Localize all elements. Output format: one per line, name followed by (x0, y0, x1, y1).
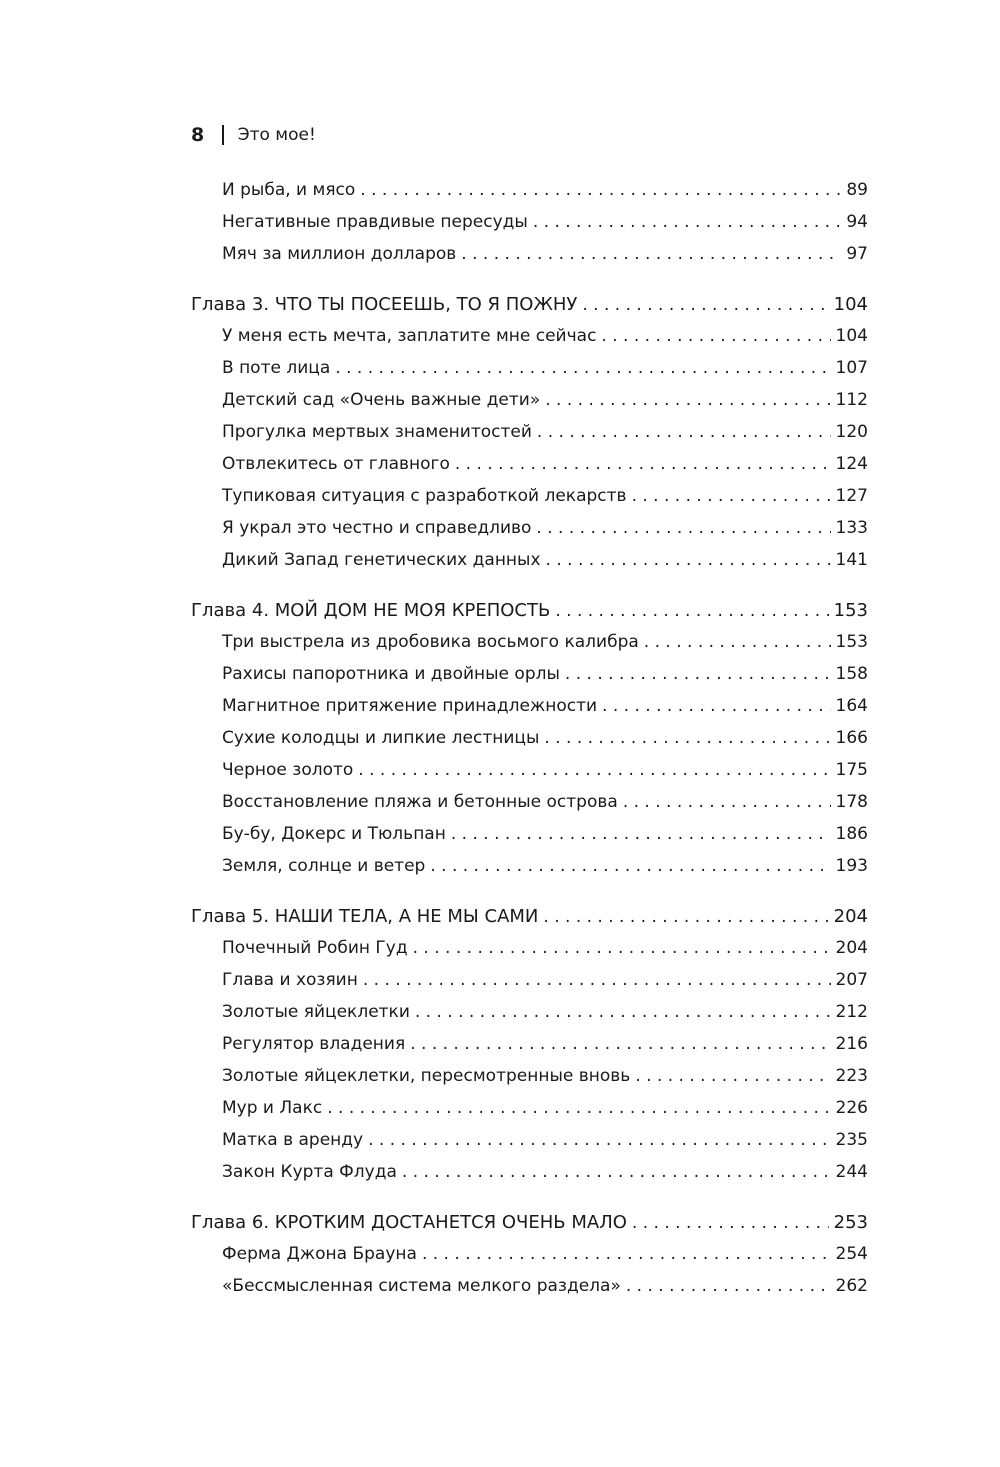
dot-leader (632, 1213, 829, 1233)
dot-leader (335, 358, 830, 378)
dot-leader (582, 295, 828, 315)
page-ref: 186 (835, 824, 868, 844)
page-ref: 133 (835, 518, 868, 538)
toc-group (191, 600, 868, 888)
page-ref: 107 (835, 358, 868, 378)
chapter-entry (191, 1212, 868, 1244)
chapter-entry (191, 906, 868, 938)
page-ref: 166 (835, 728, 868, 748)
toc-entry (191, 1244, 868, 1276)
entry-title: В поте лица (222, 358, 331, 378)
chapter-title: Глава 3. ЧТО ТЫ ПОСЕЕШЬ, ТО Я ПОЖНУ (191, 294, 578, 315)
entry-title: Восстановление пляжа и бетонные острова (222, 792, 618, 812)
toc-entry (191, 824, 868, 856)
page-ref: 262 (835, 1276, 868, 1296)
dot-leader (451, 824, 831, 844)
toc-entry (191, 938, 868, 970)
dot-leader (413, 938, 831, 958)
dot-leader (422, 1244, 831, 1264)
toc-entry (191, 696, 868, 728)
entry-title: Три выстрела из дробовика восьмого калибра (222, 632, 639, 652)
page-ref: 193 (835, 856, 868, 876)
entry-title: Мяч за миллион долларов (222, 244, 457, 264)
dot-leader (635, 1066, 830, 1086)
chapter-entry (191, 600, 868, 632)
dot-leader (565, 664, 831, 684)
entry-title: Золотые яйцеклетки (222, 1002, 410, 1022)
page-ref: 175 (835, 760, 868, 780)
entry-title: Прогулка мертвых знаменитостей (222, 422, 532, 442)
toc-entry (191, 1002, 868, 1034)
toc-entry (191, 454, 868, 486)
entry-title: Регулятор владения (222, 1034, 406, 1054)
page-ref: 104 (835, 326, 868, 346)
toc-entry (191, 664, 868, 696)
page-ref: 178 (835, 792, 868, 812)
page-ref: 164 (835, 696, 868, 716)
running-title: Это мое! (237, 125, 316, 145)
entry-title: Земля, солнце и ветер (222, 856, 426, 876)
entry-title: Отвлекитесь от главного (222, 454, 450, 474)
page-ref: 254 (835, 1244, 868, 1264)
entry-title: Закон Курта Флуда (222, 1162, 397, 1182)
toc-entry (191, 1162, 868, 1194)
page-ref: 223 (835, 1066, 868, 1086)
entry-title: «Бессмысленная система мелкого раздела» (222, 1276, 621, 1296)
dot-leader (327, 1098, 830, 1118)
dot-leader (555, 601, 828, 621)
toc-entry (191, 1276, 868, 1308)
dot-leader (415, 1002, 831, 1022)
toc-entry (191, 390, 868, 422)
page-number: 8 (191, 124, 205, 146)
dot-leader (626, 1276, 831, 1296)
dot-leader (455, 454, 831, 474)
toc-group (191, 180, 868, 276)
page-ref: 112 (835, 390, 868, 410)
dot-leader (537, 422, 831, 442)
toc-group (191, 1212, 868, 1308)
toc-entry (191, 632, 868, 664)
dot-leader (533, 212, 842, 232)
toc-entry (191, 358, 868, 390)
page-ref: 216 (835, 1034, 868, 1054)
entry-title: Матка в аренду (222, 1130, 364, 1150)
page-ref: 104 (833, 294, 868, 315)
dot-leader (368, 1130, 830, 1150)
page-ref: 226 (835, 1098, 868, 1118)
page-ref: 253 (833, 1212, 868, 1233)
toc-entry (191, 856, 868, 888)
entry-title: Детский сад «Очень важные дети» (222, 390, 541, 410)
toc-entry (191, 1098, 868, 1130)
dot-leader (543, 907, 828, 927)
entry-title: Рахисы папоротника и двойные орлы (222, 664, 560, 684)
dot-leader (402, 1162, 831, 1182)
entry-title: У меня есть мечта, заплатите мне сейчас (222, 326, 597, 346)
dot-leader (632, 486, 831, 506)
dot-leader (536, 518, 830, 538)
header-separator (222, 125, 224, 145)
page-ref: 153 (833, 600, 868, 621)
toc-entry (191, 212, 868, 244)
toc-entry (191, 1034, 868, 1066)
page-ref: 120 (835, 422, 868, 442)
page-ref: 124 (835, 454, 868, 474)
toc-entry (191, 550, 868, 582)
page-ref: 204 (835, 938, 868, 958)
dot-leader (358, 760, 830, 780)
entry-title: Я украл это честно и справедливо (222, 518, 532, 538)
page-ref: 244 (835, 1162, 868, 1182)
toc-entry (191, 244, 868, 276)
entry-title: Мур и Лакс (222, 1098, 323, 1118)
toc-entry (191, 728, 868, 760)
table-of-contents (191, 180, 868, 1308)
page-ref: 94 (846, 212, 868, 232)
toc-entry (191, 1066, 868, 1098)
chapter-title: Глава 6. КРОТКИМ ДОСТАНЕТСЯ ОЧЕНЬ МАЛО (191, 1212, 627, 1233)
toc-entry (191, 486, 868, 518)
page-ref: 212 (835, 1002, 868, 1022)
page-ref: 204 (833, 906, 868, 927)
dot-leader (544, 728, 830, 748)
toc-group (191, 906, 868, 1194)
chapter-title: Глава 4. МОЙ ДОМ НЕ МОЯ КРЕПОСТЬ (191, 600, 551, 621)
toc-entry (191, 518, 868, 550)
dot-leader (602, 696, 831, 716)
toc-entry (191, 1130, 868, 1162)
entry-title: Дикий Запад генетических данных (222, 550, 541, 570)
entry-title: Бу-бу, Докерс и Тюльпан (222, 824, 446, 844)
entry-title: Почечный Робин Гуд (222, 938, 408, 958)
toc-entry (191, 422, 868, 454)
page-header (191, 121, 316, 149)
page-ref: 89 (846, 180, 868, 200)
dot-leader (623, 792, 831, 812)
entry-title: Черное золото (222, 760, 354, 780)
dot-leader (360, 180, 841, 200)
page-ref: 127 (835, 486, 868, 506)
toc-entry (191, 326, 868, 358)
entry-title: Ферма Джона Брауна (222, 1244, 417, 1264)
page-ref: 207 (835, 970, 868, 990)
chapter-title: Глава 5. НАШИ ТЕЛА, А НЕ МЫ САМИ (191, 906, 539, 927)
toc-entry (191, 180, 868, 212)
entry-title: Тупиковая ситуация с разработкой лекарств (222, 486, 627, 506)
page-ref: 97 (846, 244, 868, 264)
entry-title: Глава и хозяин (222, 970, 358, 990)
toc-entry (191, 970, 868, 1002)
dot-leader (430, 856, 830, 876)
page-ref: 153 (835, 632, 868, 652)
entry-title: Сухие колодцы и липкие лестницы (222, 728, 540, 748)
dot-leader (546, 550, 831, 570)
page-ref: 235 (835, 1130, 868, 1150)
dot-leader (644, 632, 831, 652)
toc-entry (191, 792, 868, 824)
dot-leader (545, 390, 830, 410)
entry-title: И рыба, и мясо (222, 180, 356, 200)
entry-title: Магнитное притяжение принадлежности (222, 696, 598, 716)
page-ref: 158 (835, 664, 868, 684)
chapter-entry (191, 294, 868, 326)
toc-group (191, 294, 868, 582)
dot-leader (601, 326, 830, 346)
entry-title: Золотые яйцеклетки, пересмотренные вновь (222, 1066, 631, 1086)
dot-leader (461, 244, 841, 264)
toc-entry (191, 760, 868, 792)
page-ref: 141 (835, 550, 868, 570)
dot-leader (410, 1034, 830, 1054)
entry-title: Негативные правдивые пересуды (222, 212, 528, 232)
dot-leader (363, 970, 831, 990)
